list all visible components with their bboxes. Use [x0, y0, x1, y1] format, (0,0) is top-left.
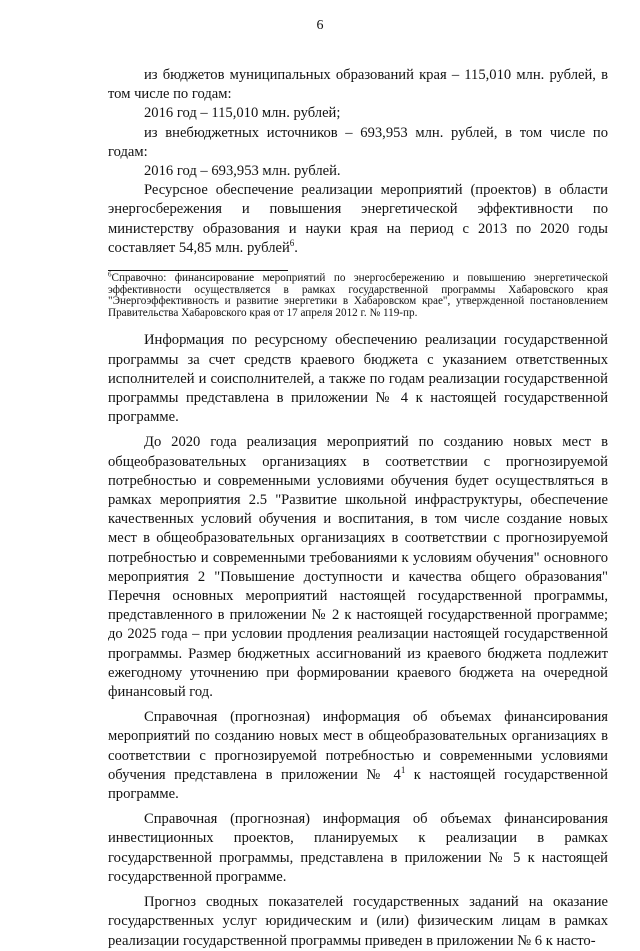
- footnote-marker: 6: [108, 270, 112, 279]
- paragraph: из бюджетов муниципальных образований края – 115,010 млн. рублей, в том числе по годам:: [108, 67, 608, 103]
- paragraph-tail: .: [294, 239, 298, 256]
- page-content: [108, 66, 608, 951]
- paragraph: Прогноз сводных показателей государственных заданий на оказание государственных услуг юридическим и (или) физическим лицам в рамках реализации государственной программы приведен в приложении № 6 к насто-: [108, 894, 608, 949]
- paragraph: из внебюджетных источников – 693,953 млн. рублей, в том числе по годам:: [108, 124, 608, 160]
- paragraph-tail: к настоящей государственной программе.: [108, 766, 608, 803]
- paragraph: 2016 год – 115,010 млн. рублей;: [144, 105, 341, 122]
- paragraph: До 2020 года реализация мероприятий по созданию новых мест в общеобразовательных организациях в соответствии с прогнозируемой потребностью и современными условиями обучения будет осуществляться в рамках мероприятия 2.5 "Развитие школьной инфраструктуры, обеспечение качественных условий обучения и воспитания, в том числе создание новых мест в общеобразовательных организациях в соответствии с прогнозируемой потребностью и современными требованиями к условиям обучения" основного мероприятия 2 "Повышение доступности и качества общего образования" Перечня основных мероприятий настоящей государственной программы, представленного в приложении № 2 к настоящей государственной программе; до 2025 года – при условии продления реализации настоящей государственной программы. Размер бюджетных ассигнований из краевого бюджета подлежит ежегодному уточнению при формировании краевого бюджета на очередной финансовый год.: [108, 434, 608, 701]
- page-number: 6: [316, 18, 324, 33]
- footnote-divider: [108, 270, 288, 271]
- paragraph: Справочная (прогнозная) информация об объемах финансирования инвестиционных проектов, планируемых к реализации в рамках государственной программы, представлена в приложении № 5 к настоящей государственной программе.: [108, 811, 608, 885]
- footnote: [108, 270, 608, 319]
- paragraph-with-footnote-ref: [108, 181, 608, 258]
- paragraph-text: Справочная (прогнозная) информация об объемах финансирования мероприятий по созданию новых мест в общеобразовательных организациях в соответствии с прогнозируемой потребностью и современными условиями обучения представлена в приложении № 4: [108, 709, 608, 783]
- paragraph: 2016 год – 693,953 млн. рублей.: [144, 163, 341, 180]
- footnote-text: Справочно: финансирование мероприятий по энергосбережению и повышению энергетической эффективности осуществляется в рамках государственной программы Хабаровского края "Энергоэффективность и развитие энергетики в Хабаровском крае", утвержденной постановлением Правительства Хабаровского края от 17 апреля 2012 г. № 119-пр.: [108, 272, 608, 319]
- footnote-ref: 6: [289, 237, 295, 248]
- superscript-index: 1: [400, 765, 406, 776]
- paragraph-with-sup: [108, 708, 608, 804]
- paragraph-text: Ресурсное обеспечение реализации мероприятий (проектов) в области энергосбережения и повышения энергетической эффективности по министерству образования и науки края на период с 2013 по 2020 годы составляет 54,85 млн. рублей: [108, 182, 608, 256]
- paragraph: Информация по ресурсному обеспечению реализации государственной программы за счет средств краевого бюджета с указанием ответственных исполнителей и соисполнителей, а также по годам реализации государственной программы представлена в приложении № 4 к настоящей государственной программе.: [108, 332, 608, 426]
